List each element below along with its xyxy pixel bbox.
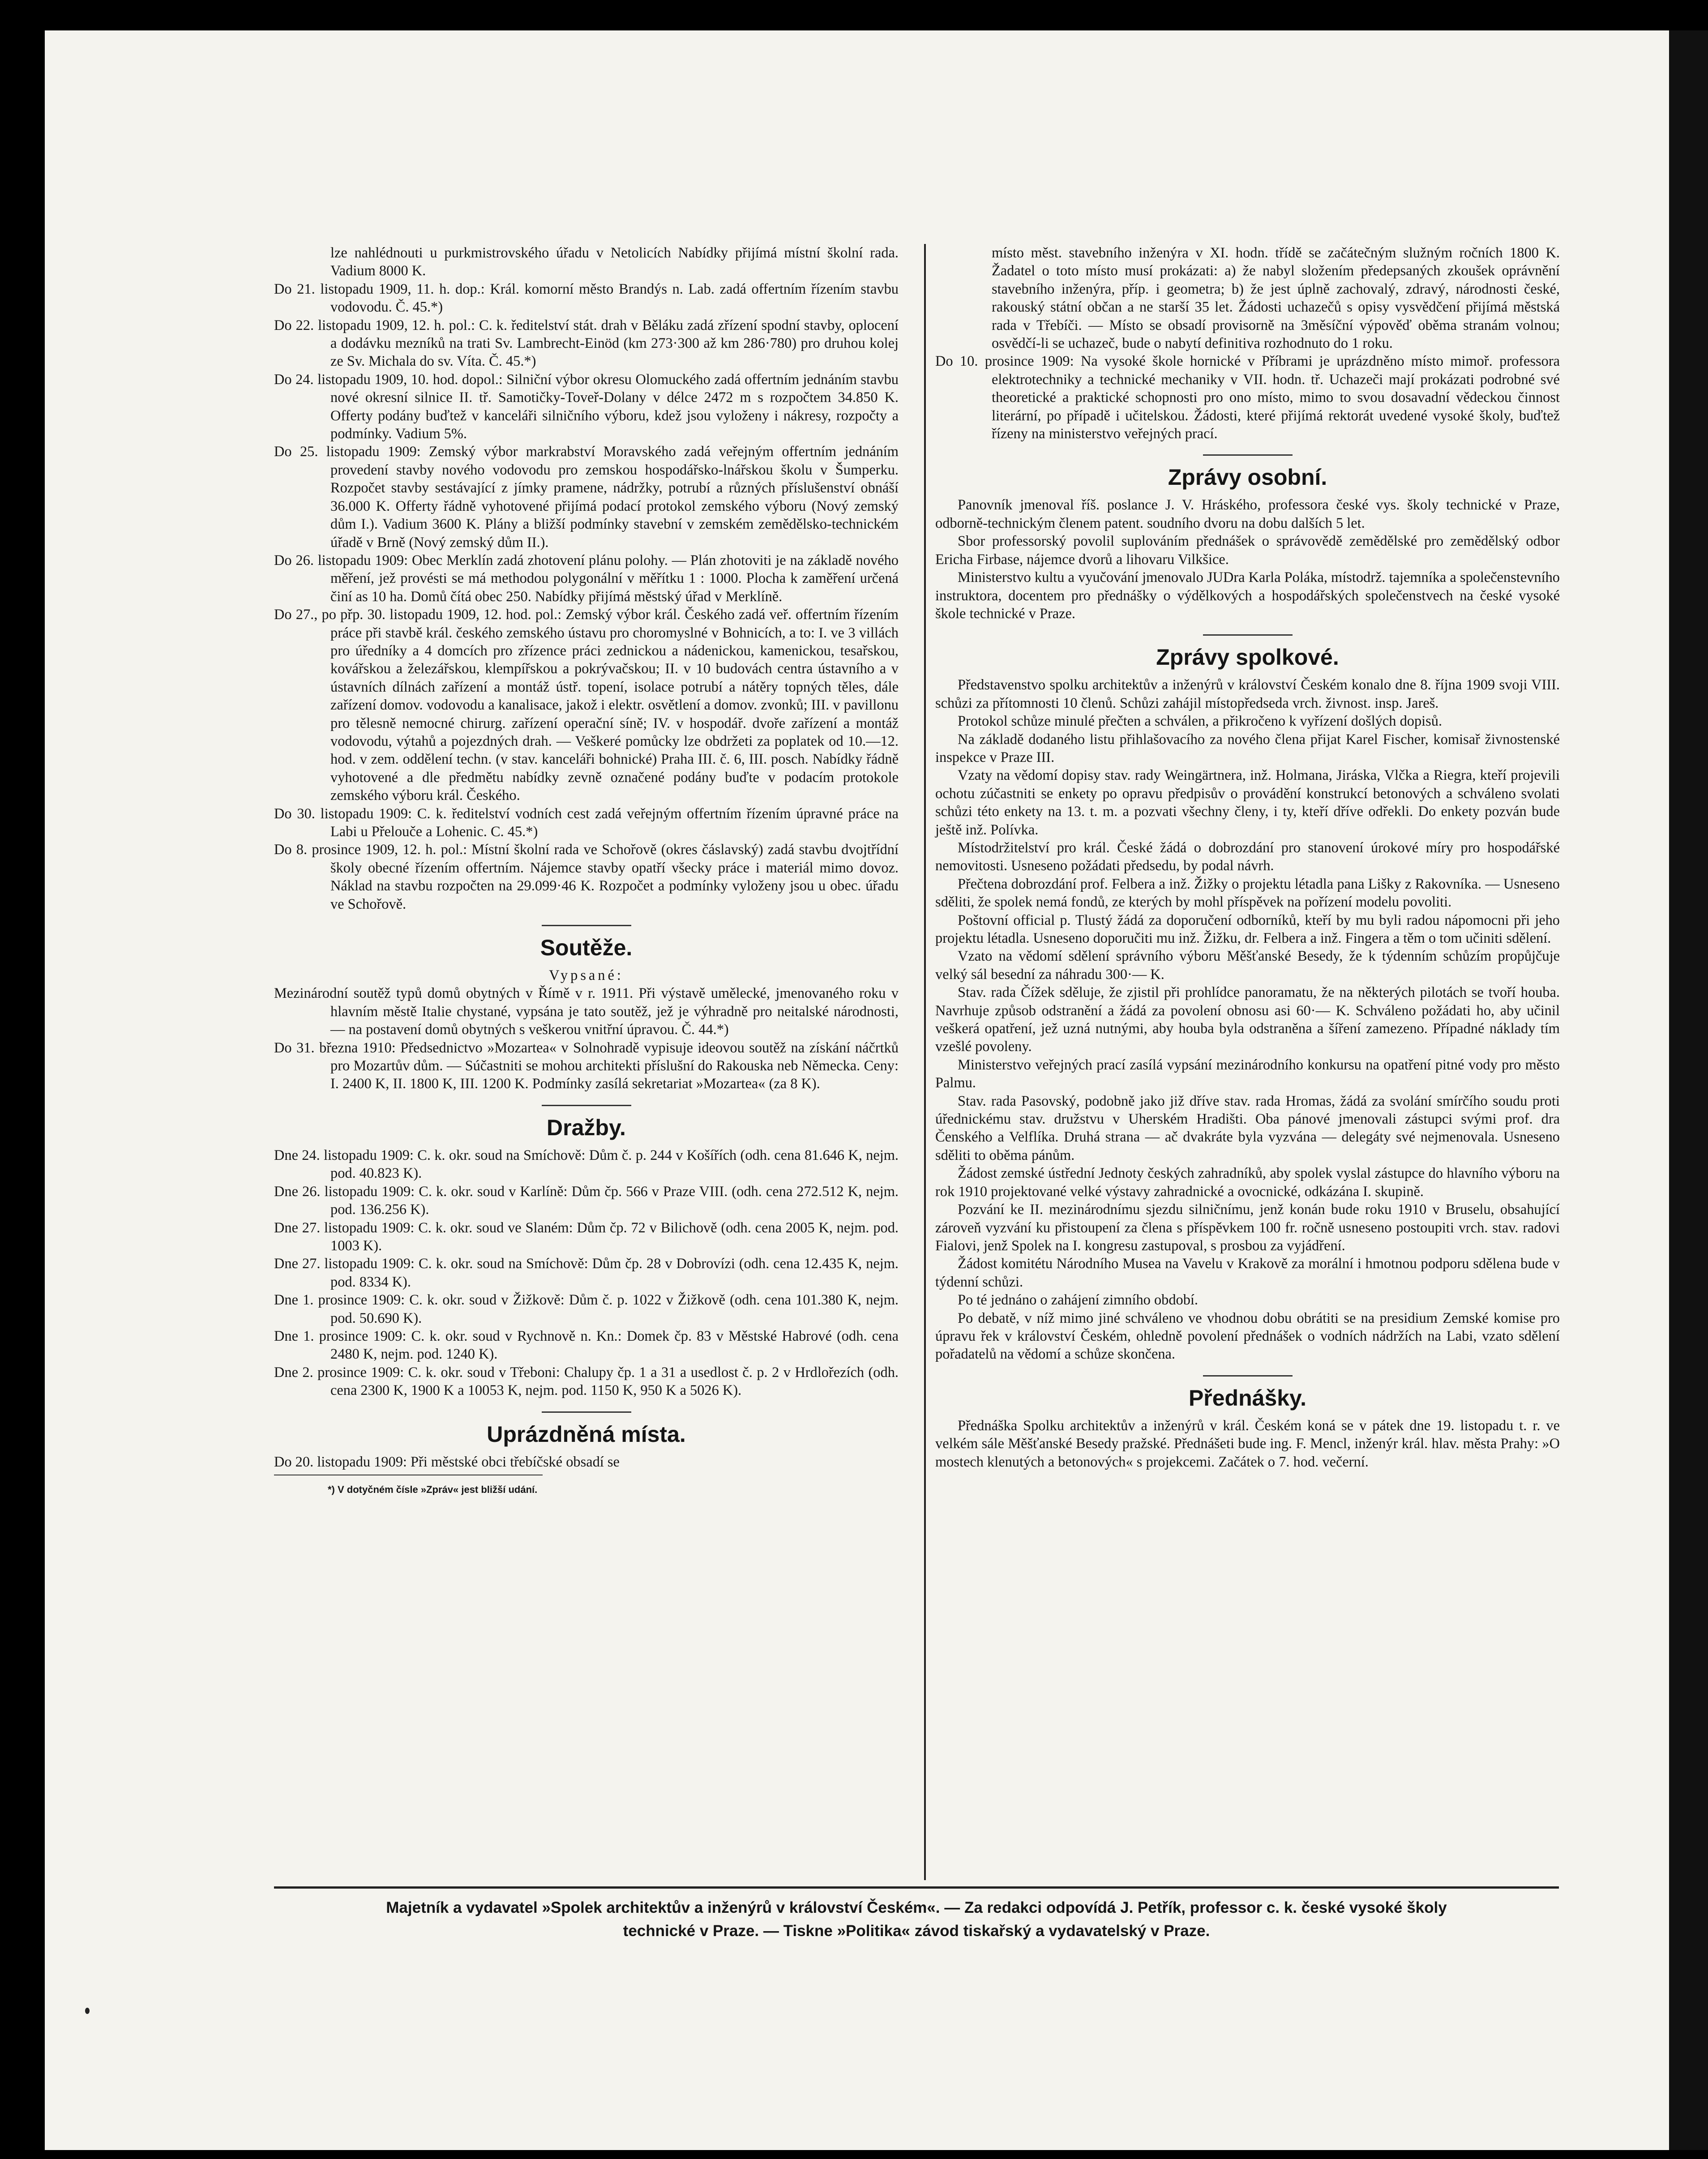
tender-entry: Do 8. prosince 1909, 12. h. pol.: Místní školní rada ve Schořově (okres čáslavský) zadá stavbu dvojtřídní školy obecné řízením offertním. Nájemce stavby opatří všecky práce i materiál mimo dovoz. Náklad na stavbu rozpočten na 29.099·46 K. Rozpočet a podmínky vyloženy jsou u obec. úřadu ve Schořově. <box>274 842 899 912</box>
society-news-paragraph: Stav. rada Čížek sděluje, že zjistil při prohlídce panoramatu, že na některých pilotách se tvoří houba. Navrhuje způsob odstranění a žádá za povolení obnosu asi 60·— K. Schváleno požádati ho, aby učinil veškerá opatření, jež uzná nutnými, aby houba byla odstraněna a šíření zamezeno. Případné náklady tím vzešlé povoleny. <box>935 984 1560 1055</box>
footnote: *) V dotyčném čísle »Zpráv« jest bližší udání. <box>328 1484 538 1495</box>
society-news-paragraph: Po debatě, v níž mimo jiné schváleno ve vhodnou dobu obrátiti se na presidium Zemské komise pro úpravu řek v království Českém, ohledně povolení přednášek o vodních nádržích na Labi, vzato sdělení pořadatelů na vědomí a schůze skončena. <box>935 1310 1560 1363</box>
section-heading-spolkove: Zprávy spolkové. <box>1156 645 1339 670</box>
section-heading-drazby: Dražby. <box>547 1115 626 1140</box>
tender-entry: Do 25. listopadu 1909: Zemský výbor markrabství Moravského zadá veřejným offertním jednáním provedení stavby nového vodovodu pro zemskou hospodářsko-lnářskou školu v Šumperku. Rozpočet stavby sestávající z jímky pramene, nádržky, potrubí a různých příslušenství obnáší 36.000 K. Offerty řádně vyhotovené přijímá podací protokol zemského výboru (Nový zemský dům I.). Vadium 3600 K. Plány a bližší podmínky stavební v zemském zemědělsko-technickém úřadě v Brně (Nový zemský dům II.). <box>274 444 899 551</box>
section-divider <box>542 925 631 926</box>
personal-news-paragraph: Sbor professorský povolil suplováním přednášek o správovědě zemědělské pro zemědělský odbor Ericha Firbase, nájemce dvorů a lihovaru Vilkšice. <box>935 533 1560 568</box>
auction-entry: Dne 1. prosince 1909: C. k. okr. soud v Rychnově n. Kn.: Domek čp. 83 v Městské Habrové (odh. cena 2480 K, nejm. pod. 1240 K). <box>274 1328 899 1363</box>
tender-entry: Do 30. listopadu 1909: C. k. ředitelství vodních cest zadá veřejným offertním řízením úpravné práce na Labi u Přelouče a Lohenic. C. 45.*) <box>274 805 899 840</box>
section-divider <box>542 1105 631 1106</box>
society-news-paragraph: Místodržitelství pro král. České žádá o dobrozdání pro stanovení úrokové míry pro hospodářské nemovitosti. Usneseno požádati předsedu, by podal návrh. <box>935 839 1560 874</box>
auction-entry: Dne 27. listopadu 1909: C. k. okr. soud na Smíchově: Dům čp. 28 v Dobrovízi (odh. cena 12.435 K, nejm. pod. 8334 K). <box>274 1256 899 1290</box>
society-news-paragraph: Žádost komitétu Národního Musea na Vavelu v Krakově za morální i hmotnou podporu sdělena bude v týdenní schůzi. <box>935 1256 1560 1290</box>
section-heading-mista: Uprázdněná místa. <box>487 1421 686 1447</box>
competition-entry: Mezinárodní soutěž typů domů obytných v Římě v r. 1911. Při výstavě umělecké, jmenovaného roku v hlavním městě Italie chystané, vypsána je tato soutěž, jež je výhradně pro neitalské národnosti, — na postavení domů obytných s veškerou vnitřní úpravou. Č. 44.*) <box>274 985 899 1038</box>
footer-line: technické v Praze. — Tiskne »Politika« závod tiskařský a vydavatelský v Praze. <box>623 1922 1210 1940</box>
section-divider <box>1203 454 1293 456</box>
society-news-paragraph: Po té jednáno o zahájení zimního období. <box>958 1292 1199 1308</box>
publisher-footer <box>274 1896 1559 1943</box>
society-news-paragraph: Žádost zemské ústřední Jednoty českých zahradníků, aby spolek vyslal zástupce do hlavního výboru na rok 1910 projektované velké výstavy zahradnické a ovocnické, odkázána I. skupině. <box>935 1165 1560 1200</box>
section-heading-prednasky: Přednášky. <box>1188 1385 1307 1411</box>
tender-entry: Do 24. listopadu 1909, 10. hod. dopol.: Silniční výbor okresu Olomuckého zadá offertním jednáním stavbu nové okresní silnice II. tř. Samotičky-Toveř-Dolany v délce 2472 m s rozpočtem 34.850 K. Offerty podány buďtež v kanceláři silničního výboru, kdež jsou vyloženy i nákresy, rozpočty a podmínky. Vadium 5%. <box>274 371 899 442</box>
society-news-paragraph: Vzaty na vědomí dopisy stav. rady Weingärtnera, inž. Holmana, Jiráska, Vlčka a Riegra, kteří projevili ochotu zúčastniti se enkety po opravu předpisův o provádění konstrukcí betonových a schváleno svolati schůzi této enkety na 13. t. m. a pozvati všechny členy, i ty, kteří dříve odřekli. Do enkety pozván bude ještě inž. Polívka. <box>935 767 1560 838</box>
auction-entry: Dne 26. listopadu 1909: C. k. okr. soud v Karlíně: Dům čp. 566 v Praze VIII. (odh. cena 272.512 K, nejm. pod. 136.256 K). <box>274 1183 899 1218</box>
scan-edge-band <box>1669 30 1708 2150</box>
left-column <box>274 244 899 1499</box>
footer-line: Majetník a vydavatel »Spolek architektův a inženýrů v království Českém«. — Za redakci odpovídá J. Petřík, professor c. k. české vysoké školy <box>386 1899 1447 1916</box>
auction-entry: Dne 24. listopadu 1909: C. k. okr. soud na Smíchově: Dům č. p. 244 v Košířích (odh. cena 81.646 K, nejm. pod. 40.823 K). <box>274 1147 899 1182</box>
auction-entry: Dne 27. listopadu 1909: C. k. okr. soud ve Slaném: Dům čp. 72 v Bilichově (odh. cena 2005 K, nejm. pod. 1003 K). <box>274 1219 899 1254</box>
subheading-vypsane: Vypsané: <box>549 967 624 984</box>
society-news-paragraph: Poštovní official p. Tlustý žádá za doporučení odborníků, kteří by mu byli radou nápomocni při jeho projektu létadla. Usneseno doporučiti mu inž. Žižku, dr. Felbera a inž. Fingera a těm o tom učiniti sdělení. <box>935 912 1560 946</box>
entry-continuation: lze nahlédnouti u purkmistrovského úřadu v Netolicích Nabídky přijímá místní školní rada. Vadium 8000 K. <box>330 245 899 279</box>
footer-rule <box>274 1886 1559 1889</box>
auction-entry: Dne 1. prosince 1909: C. k. okr. soud v Žižkově: Dům č. p. 1022 v Žižkově (odh. cena 101.380 K, nejm. pod. 50.690 K). <box>274 1292 899 1326</box>
section-divider <box>1203 1375 1293 1377</box>
section-heading-osobni: Zprávy osobní. <box>1168 465 1327 490</box>
lecture-paragraph: Přednáška Spolku architektův a inženýrů v král. Českém koná se v pátek dne 19. listopadu t. r. ve velkém sále Měšťanské Besedy pražské. Přednášeti bude ing. F. Mencl, inženýr král. hlav. města Prahy: »O mostech klenutých a betonových« s projekcemi. Začátek o 7. hod. večerní. <box>935 1417 1560 1470</box>
tender-entry: Do 26. listopadu 1909: Obec Merklín zadá zhotovení plánu polohy. — Plán zhotoviti je na základě nového měření, jež provésti se má methodou polygonální v měřítku 1 : 1000. Plocha k zaměření určená činí as 10 ha. Domů čítá obec 250. Nabídky přijímá městský úřad v Merklíně. <box>274 552 899 605</box>
scan-speck <box>85 2008 90 2014</box>
section-heading-soutez: Soutěže. <box>540 935 633 961</box>
personal-news-paragraph: Panovník jmenoval říš. poslance J. V. Hráského, professora české vys. školy technické v Praze, odborně-technickým členem patent. soudního dvoru na dobu dalších 5 let. <box>935 497 1560 531</box>
tender-entry: Do 21. listopadu 1909, 11. h. dop.: Král. komorní město Brandýs n. Lab. zadá offertním řízením stavbu vodovodu. Č. 45.*) <box>274 281 899 316</box>
right-column <box>935 244 1560 1471</box>
vacancy-continuation: místo měst. stavebního inženýra v XI. hodn. třídě se začátečným služným ročních 1800 K. Žadatel o toto místo musí prokázati: a) že nabyl složením předepsaných zkoušek oprávnění stavebního inženýra, příp. i geometra; b) že jest úplně zachovalý, zdravý, národnosti české, rakouský státní občan a ne starší 35 let. Žádosti uchazečů s opisy vysvědčení přijímá městská rada v Třebíči. — Místo se obsadí provisorně na 3měsíční výpověď oběma stranám volnou; osvědčí-li se uchazeč, bude o nabytí definitiva rozhodnuto do 1 roku. <box>992 245 1560 352</box>
column-rule <box>924 244 926 1880</box>
society-news-paragraph: Na základě dodaného listu přihlašovacího za nového člena přijat Karel Fischer, komisař živnostenské inspekce v Praze III. <box>935 731 1560 765</box>
tender-entry: Do 22. listopadu 1909, 12. h. pol.: C. k. ředitelství stát. drah v Běláku zadá zřízení spodní stavby, oplocení a dodávku mezníků na trati Sv. Lambrecht-Einöd (km 273·300 až km 286·780) pro druhou kolej ze Sv. Michala do sv. Víta. Č. 45.*) <box>274 317 899 370</box>
society-news-paragraph: Představenstvo spolku architektův a inženýrů v království Českém konalo dne 8. října 1909 svoji VIII. schůzi za přítomnosti 10 členů. Schůzi zahájil místopředseda vrch. živnost. insp. Jareš. <box>935 677 1560 711</box>
society-news-paragraph: Vzato na vědomí sdělení správního výboru Měšťanské Besedy, že k týdenním schůzím propůjčuje velký sál besední za náhradu 300·— K. <box>935 948 1560 983</box>
competition-entry: Do 31. března 1910: Předsednictvo »Mozartea« v Solnohradě vypisuje ideovou soutěž na získání náčrtků pro Mozartův dům. — Súčastniti se mohou architekti příslušní do Rakouska neb Německa. Ceny: I. 2400 K, II. 1800 K, III. 1200 K. Podmínky zasílá sekretariat »Mozartea« (za 8 K). <box>274 1039 899 1092</box>
society-news-paragraph: Ministerstvo veřejných prací zasílá vypsání mezinárodního konkursu na opatření pitné vody pro město Palmu. <box>935 1056 1560 1091</box>
society-news-paragraph: Přečtena dobrozdání prof. Felbera a inž. Žižky o projektu létadla pana Lišky z Rakovníka. — Usneseno sděliti, že spolek nemá fondů, ze kterých by mohl příspěvek na pořízení modelu povoliti. <box>935 876 1560 911</box>
society-news-paragraph: Stav. rada Pasovský, podobně jako již dříve stav. rada Hromas, žádá za svolání smírčího soudu proti úřednickému stav. družstvu v Uherském Hradišti. Oba pánové jmenovali zástupci svými prof. dra Čenského a Velflíka. Druhá strana — ač dvakráte byla vyzvána — delegáty své nejmenovala. Usneseno sděliti to oběma pánům. <box>935 1093 1560 1163</box>
personal-news-paragraph: Ministerstvo kultu a vyučování jmenovalo JUDra Karla Poláka, místodrž. tajemníka a společenstevního instruktora, docentem pro přednášky o výdělkových a hospodářských společenstvech na české vysoké škole technické v Praze. <box>935 569 1560 622</box>
section-divider <box>542 1411 631 1413</box>
society-news-paragraph: Protokol schůze minulé přečten a schválen, a přikročeno k vyřízení došlých dopisů. <box>958 713 1443 730</box>
society-news-paragraph: Pozvání ke II. mezinárodnímu sjezdu silničnímu, jenž konán bude roku 1910 v Bruselu, obsahující zároveň vyzvání ku přistoupení za člena s příspěvkem 100 fr. ročně usneseno postoupiti vrch. stav. radovi Fialovi, jenž Spolek na I. kongresu zastupoval, s prosbou za vyjádření. <box>935 1201 1560 1254</box>
vacancy-entry: Do 10. prosince 1909: Na vysoké škole hornické v Příbrami je uprázdněno místo mimoř. professora elektrotechniky a technické mechaniky v VII. hodn. tř. Uchazeči mají prokázati podrobné své theoretické a praktické schopnosti pro ono místo, mimo to svou dosavadní vědeckou činnost literární, po případě i učitelskou. Žádosti, které přijímá rektorát uvedené vysoké školy, buďtež řízeny na ministerstvo veřejných prací. <box>935 353 1560 442</box>
section-divider <box>1203 634 1293 636</box>
auction-entry: Dne 2. prosince 1909: C. k. okr. soud v Třeboni: Chalupy čp. 1 a 31 a usedlost č. p. 2 v Hrdlořezích (odh. cena 2300 K, 1900 K a 10053 K, nejm. pod. 1150 K, 950 K a 5026 K). <box>274 1364 899 1399</box>
tender-entry: Do 27., po přp. 30. listopadu 1909, 12. hod. pol.: Zemský výbor král. Českého zadá veř. offertním řízením práce při stavbě král. českého zemského ústavu pro choromyslné v Bohnicích, a to: I. ve 3 villách pro úředníky a 4 domcích pro zřízence práci zednickou a nádenickou, kamenickou, tesařskou, kovářskou a železářskou, klempířskou a pokrývačskou; II. v 10 budovách centra ústavního a v ústavních dílnách zařízení a montáž ústř. topení, isolace potrubí a nátěry topných těles, dále zařízení domov. vodovodu a kanalisace, jakož i elektr. osvětlení a domov. zvonků; III. v pavillonu pro tělesně nemocné chirurg. zařízení operační síně; IV. v hospodář. dvoře zařízení a montáž vodovodu, výtahů a pojezdných drah. — Veškeré pomůcky lze obdržeti za poplatek od 10.—12. hod. v zem. oddělení techn. (v stav. kanceláři bohnické) Praha III. č. 6, III. posch. Nabídky řádně vyhotovené a dle předmětu nabídky zevně označené podány buďte v podacím protokole zemského výboru král. Českého. <box>274 607 899 804</box>
vacancy-entry: Do 20. listopadu 1909: Při městské obci třebíčské obsadí se <box>274 1454 620 1470</box>
